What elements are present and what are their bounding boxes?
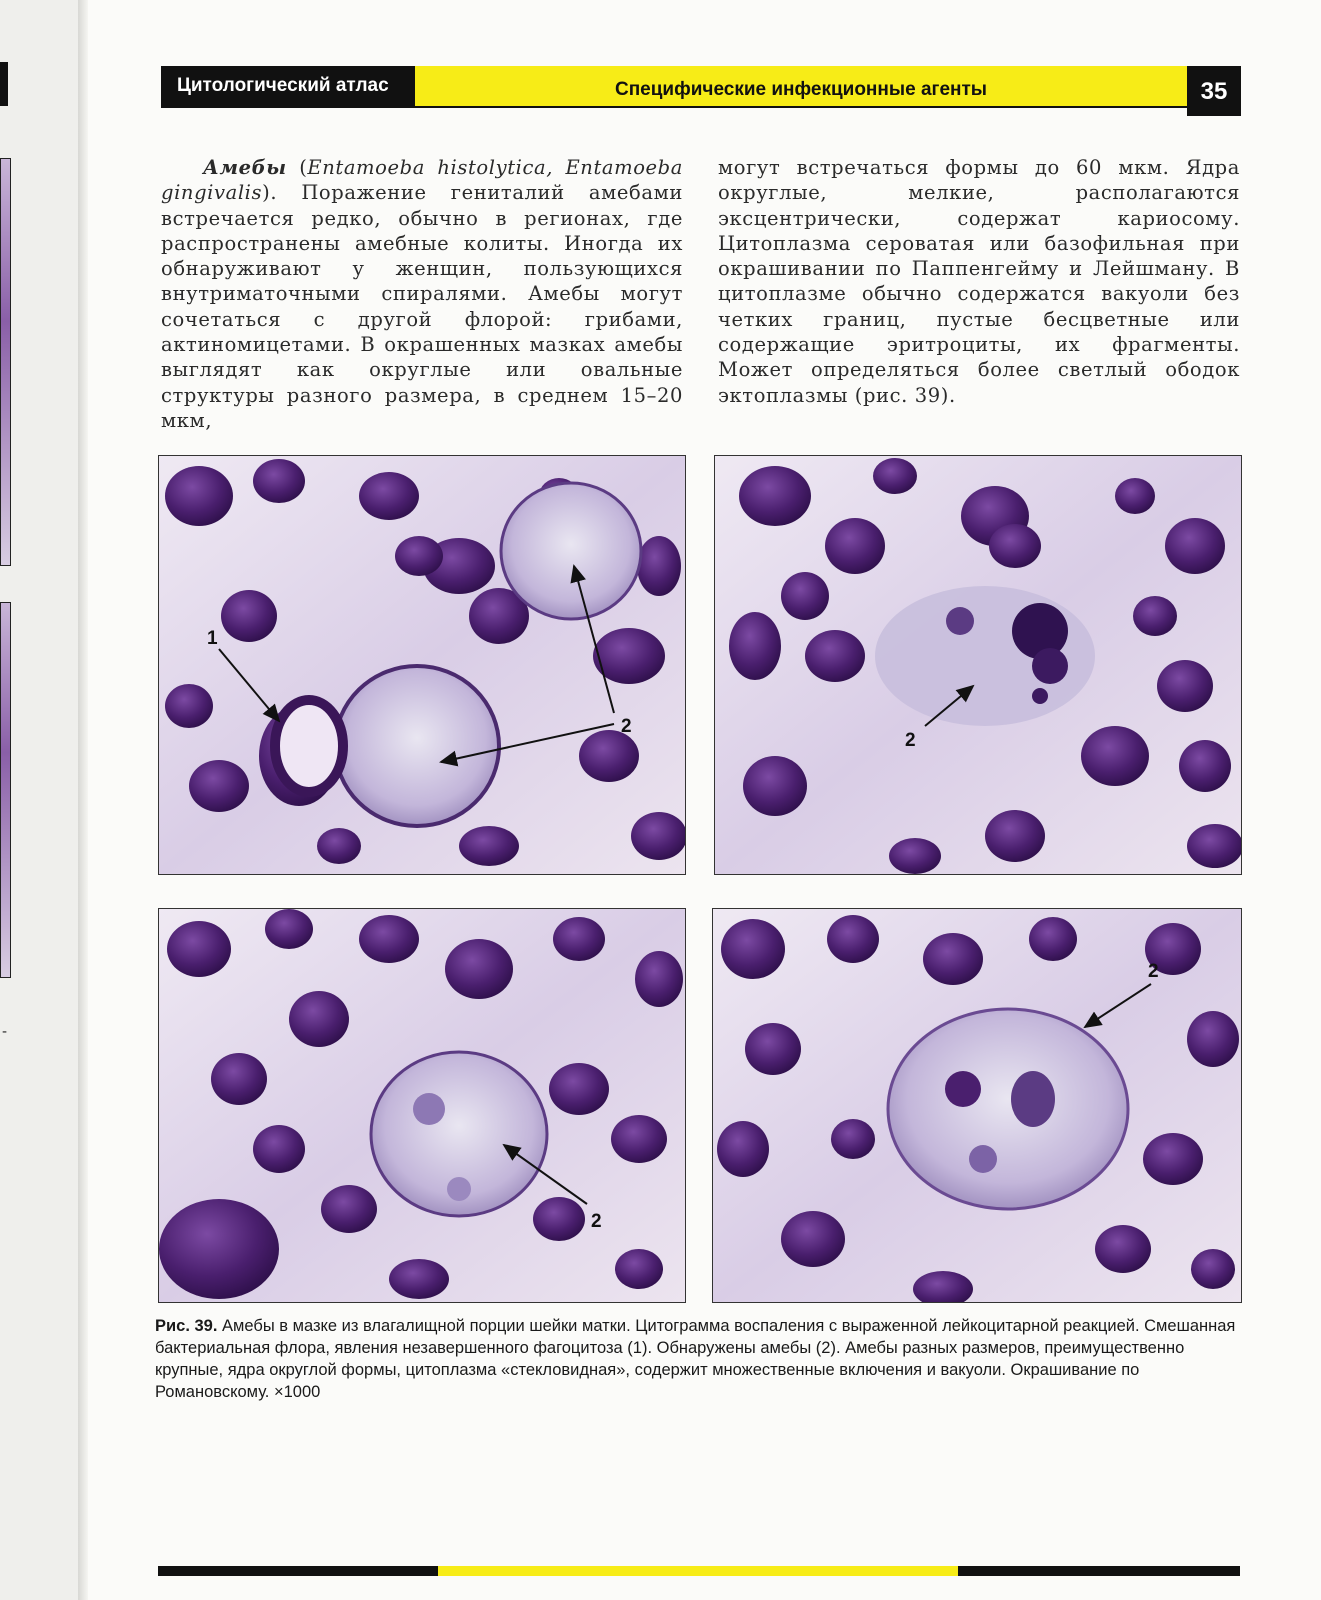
caption-text: Амебы в мазке из влагалищной порции шейки матки. Цитограмма воспаления с выраженной лейкоцитарной реакцией. Смешанная бактериальная флора, явления незавершенного фагоцитоза (1). Обнаружены амебы (2). Амебы разных размеров, преимущественно крупные, ядра округлой формы, цитоплазма «стекловидная», содержит множественные включения и вакуоли. Окрашивание по Романовскому. ×1000 — [155, 1317, 1236, 1401]
micrograph-bottom-left — [158, 908, 686, 1303]
footer-bar-black — [158, 1566, 438, 1576]
running-header — [161, 66, 1241, 116]
label-1: 1 — [207, 628, 218, 649]
facing-page-image-edge — [0, 602, 11, 978]
caption-label: Рис. 39. — [155, 1317, 218, 1335]
latin-names: Entamoeba histolytica, Entamoeba gingivalis — [161, 156, 683, 205]
micrograph-bottom-right — [712, 908, 1242, 1303]
book-gutter — [78, 0, 88, 1600]
figure-caption — [155, 1315, 1240, 1403]
facing-page-edge — [0, 0, 80, 1600]
facing-page-header-edge — [0, 62, 8, 106]
text-column-left — [161, 155, 683, 433]
paragraph-left: ). Поражение гениталий амебами встречается редко, обычно в регионах, где распространены амебные колиты. Иногда их обнаруживают у женщин, пользующихся внутриматочными спиралями. Амебы могут сочетаться с другой флорой: грибами, актиномицетами. В окрашенных мазках амебы выглядят как округлые или овальные структуры разного размера, в среднем 15–20 мкм, — [161, 181, 683, 432]
label-2: 2 — [621, 716, 632, 737]
facing-page-hyphen: - — [2, 1024, 8, 1040]
label-2: 2 — [1148, 961, 1159, 982]
footer-bar-black — [958, 1566, 1240, 1576]
footer-bar-yellow — [438, 1566, 958, 1576]
micrograph-top-right — [714, 455, 1242, 875]
header-rule — [161, 106, 1187, 108]
book-title: Цитологический атлас — [161, 66, 415, 106]
section-title: Специфические инфекционные агенты — [415, 66, 1187, 106]
paragraph-right: могут встречаться формы до 60 мкм. Ядра округлые, мелкие, располагаются эксцентрически, содержат кариосому. Цитоплазма сероватая или базофильная при окрашивании по Паппенгейму и Лейшману. В цитоплазме обычно содержатся вакуоли без четких границ, пустые бесцветные или содержащие эритроциты, их фрагменты. Может определяться более светлый ободок эктоплазмы (рис. 39). — [718, 156, 1240, 407]
term-lead: Амебы — [203, 156, 287, 179]
facing-page-image-edge — [0, 158, 11, 566]
label-2: 2 — [591, 1211, 602, 1232]
paren-open: ( — [286, 156, 308, 179]
page-number: 35 — [1187, 66, 1241, 116]
label-2: 2 — [905, 730, 916, 751]
text-column-right — [718, 155, 1240, 408]
micrograph-top-left — [158, 455, 686, 875]
